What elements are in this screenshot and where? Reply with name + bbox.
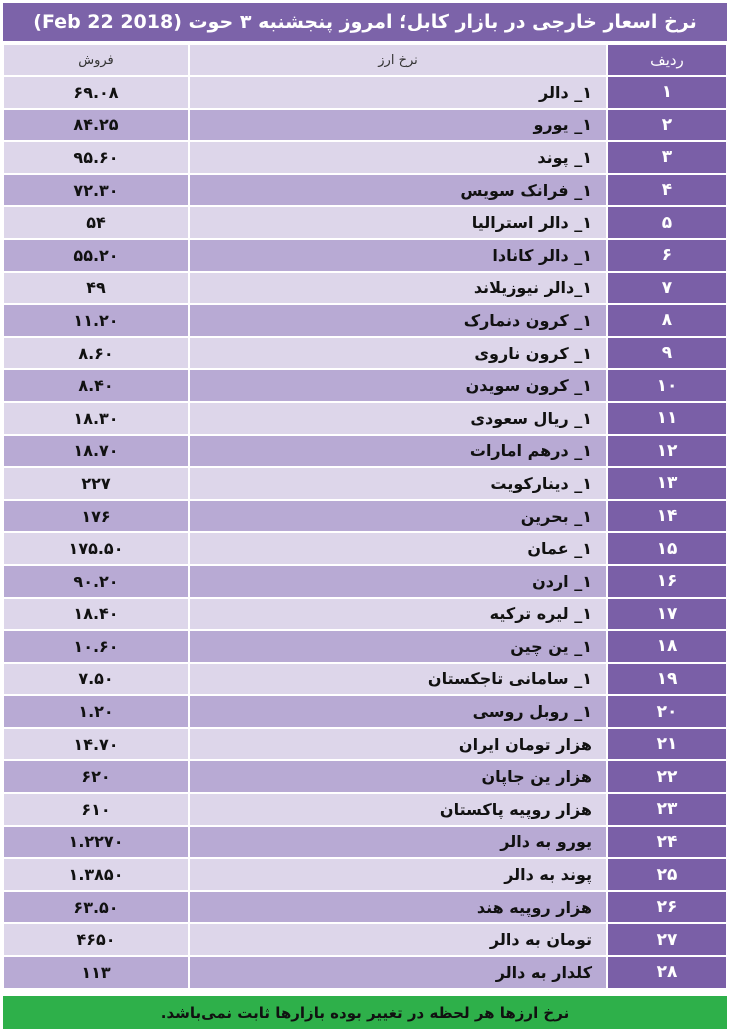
currency-name-cell: ۱_ درهم امارات xyxy=(189,435,607,468)
row-number-cell: ۲۳ xyxy=(607,793,727,826)
currency-name-cell: ۱_ پوند xyxy=(189,141,607,174)
header-sell: فروش xyxy=(3,44,189,76)
row-number-cell: ۱ xyxy=(607,76,727,109)
currency-name-cell: ۱_ یورو xyxy=(189,109,607,142)
currency-name-cell: کلدار به دالر xyxy=(189,956,607,989)
sell-rate-cell: ۵۴ xyxy=(3,206,189,239)
currency-name-cell: ۱_ عمان xyxy=(189,532,607,565)
table-row xyxy=(3,109,727,142)
sell-rate-cell: ۱۷۶ xyxy=(3,500,189,533)
sell-rate-cell: ۹۰.۲۰ xyxy=(3,565,189,598)
row-number-cell: ۱۷ xyxy=(607,598,727,631)
row-number-cell: ۷ xyxy=(607,272,727,305)
sell-rate-cell: ۸.۶۰ xyxy=(3,337,189,370)
row-number-cell: ۲۷ xyxy=(607,923,727,956)
row-number-cell: ۲۲ xyxy=(607,760,727,793)
row-number-cell: ۱۰ xyxy=(607,369,727,402)
sell-rate-cell: ۶۲۰ xyxy=(3,760,189,793)
table-row xyxy=(3,565,727,598)
sell-rate-cell: ۸۴.۲۵ xyxy=(3,109,189,142)
table-row xyxy=(3,500,727,533)
currency-name-cell: ۱_ سامانی تاجکستان xyxy=(189,663,607,696)
currency-name-cell: ۱_دالر نیوزیلاند xyxy=(189,272,607,305)
header-currency: نرخ ارز xyxy=(189,44,607,76)
row-number-cell: ۲۵ xyxy=(607,858,727,891)
table-row xyxy=(3,272,727,305)
sell-rate-cell: ۱۸.۷۰ xyxy=(3,435,189,468)
table-row xyxy=(3,663,727,696)
sell-rate-cell: ۶۱۰ xyxy=(3,793,189,826)
table-row xyxy=(3,956,727,989)
row-number-cell: ۹ xyxy=(607,337,727,370)
table-row xyxy=(3,630,727,663)
table-row xyxy=(3,760,727,793)
table-row xyxy=(3,76,727,109)
row-number-cell: ۸ xyxy=(607,304,727,337)
currency-name-cell: ۱_ دالر کانادا xyxy=(189,239,607,272)
table-row xyxy=(3,369,727,402)
currency-name-cell: هزار ین جاپان xyxy=(189,760,607,793)
sell-rate-cell: ۱.۲۰ xyxy=(3,695,189,728)
table-row xyxy=(3,532,727,565)
row-number-cell: ۱۲ xyxy=(607,435,727,468)
table-row xyxy=(3,858,727,891)
currency-name-cell: تومان به دالر xyxy=(189,923,607,956)
table-row xyxy=(3,337,727,370)
row-number-cell: ۵ xyxy=(607,206,727,239)
row-number-cell: ۲۴ xyxy=(607,826,727,859)
page-title: نرخ اسعار خارجی در بازار کابل؛ امروز پنجشنبه ۳ حوت (Feb 22 2018) xyxy=(3,3,727,41)
currency-name-cell: ۱_ دینارکویت xyxy=(189,467,607,500)
currency-name-cell: یورو به دالر xyxy=(189,826,607,859)
table-row xyxy=(3,435,727,468)
currency-name-cell: هزار روپیه پاکستان xyxy=(189,793,607,826)
sell-rate-cell: ۱۸.۴۰ xyxy=(3,598,189,631)
table-header-row xyxy=(3,44,727,76)
row-number-cell: ۳ xyxy=(607,141,727,174)
table-row xyxy=(3,206,727,239)
row-number-cell: ۲۸ xyxy=(607,956,727,989)
table-row xyxy=(3,304,727,337)
sell-rate-cell: ۱۱۳ xyxy=(3,956,189,989)
row-number-cell: ۴ xyxy=(607,174,727,207)
row-number-cell: ۱۴ xyxy=(607,500,727,533)
table-row xyxy=(3,793,727,826)
currency-name-cell: ۱_ اردن xyxy=(189,565,607,598)
currency-name-cell: ۱_ دالر xyxy=(189,76,607,109)
currency-name-cell: ۱_ فرانک سویس xyxy=(189,174,607,207)
row-number-cell: ۲۰ xyxy=(607,695,727,728)
sell-rate-cell: ۵۵.۲۰ xyxy=(3,239,189,272)
table-row xyxy=(3,728,727,761)
rates-table xyxy=(3,44,727,989)
sell-rate-cell: ۱.۳۸۵۰ xyxy=(3,858,189,891)
currency-name-cell: هزار تومان ایران xyxy=(189,728,607,761)
currency-name-cell: ۱_ کرون ناروی xyxy=(189,337,607,370)
sell-rate-cell: ۲۲۷ xyxy=(3,467,189,500)
currency-name-cell: ۱_ دالر استرالیا xyxy=(189,206,607,239)
currency-name-cell: هزار روپیه هند xyxy=(189,891,607,924)
footer-note: نرخ ارزها هر لحظه در تغییر بوده بازارها ثابت نمی‌باشد. xyxy=(3,996,727,1029)
table-row xyxy=(3,174,727,207)
currency-name-cell: ۱_ کرون سویدن xyxy=(189,369,607,402)
row-number-cell: ۶ xyxy=(607,239,727,272)
currency-name-cell: پوند به دالر xyxy=(189,858,607,891)
currency-name-cell: ۱_ بحرین xyxy=(189,500,607,533)
sell-rate-cell: ۷۲.۳۰ xyxy=(3,174,189,207)
table-row xyxy=(3,239,727,272)
sell-rate-cell: ۱.۲۲۷۰ xyxy=(3,826,189,859)
table-row xyxy=(3,467,727,500)
currency-name-cell: ۱_ لیره ترکیه xyxy=(189,598,607,631)
table-row xyxy=(3,141,727,174)
row-number-cell: ۲۱ xyxy=(607,728,727,761)
sell-rate-cell: ۸.۴۰ xyxy=(3,369,189,402)
sell-rate-cell: ۶۳.۵۰ xyxy=(3,891,189,924)
currency-name-cell: ۱_ ریال سعودی xyxy=(189,402,607,435)
table-row xyxy=(3,891,727,924)
sell-rate-cell: ۶۹.۰۸ xyxy=(3,76,189,109)
header-row-number: ردیف xyxy=(607,44,727,76)
sell-rate-cell: ۴۶۵۰ xyxy=(3,923,189,956)
sell-rate-cell: ۴۹ xyxy=(3,272,189,305)
sell-rate-cell: ۷.۵۰ xyxy=(3,663,189,696)
row-number-cell: ۱۸ xyxy=(607,630,727,663)
row-number-cell: ۲۶ xyxy=(607,891,727,924)
row-number-cell: ۱۵ xyxy=(607,532,727,565)
currency-name-cell: ۱_ روبل روسی xyxy=(189,695,607,728)
row-number-cell: ۱۱ xyxy=(607,402,727,435)
sell-rate-cell: ۱۰.۶۰ xyxy=(3,630,189,663)
table-row xyxy=(3,695,727,728)
sell-rate-cell: ۱۴.۷۰ xyxy=(3,728,189,761)
table-row xyxy=(3,826,727,859)
sell-rate-cell: ۱۸.۳۰ xyxy=(3,402,189,435)
table-body xyxy=(3,76,727,989)
currency-name-cell: ۱_ کرون دنمارک xyxy=(189,304,607,337)
row-number-cell: ۱۹ xyxy=(607,663,727,696)
table-row xyxy=(3,598,727,631)
sell-rate-cell: ۱۷۵.۵۰ xyxy=(3,532,189,565)
sell-rate-cell: ۱۱.۲۰ xyxy=(3,304,189,337)
table-row xyxy=(3,923,727,956)
row-number-cell: ۱۳ xyxy=(607,467,727,500)
table-row xyxy=(3,402,727,435)
row-number-cell: ۲ xyxy=(607,109,727,142)
currency-name-cell: ۱_ ین چین xyxy=(189,630,607,663)
sell-rate-cell: ۹۵.۶۰ xyxy=(3,141,189,174)
row-number-cell: ۱۶ xyxy=(607,565,727,598)
